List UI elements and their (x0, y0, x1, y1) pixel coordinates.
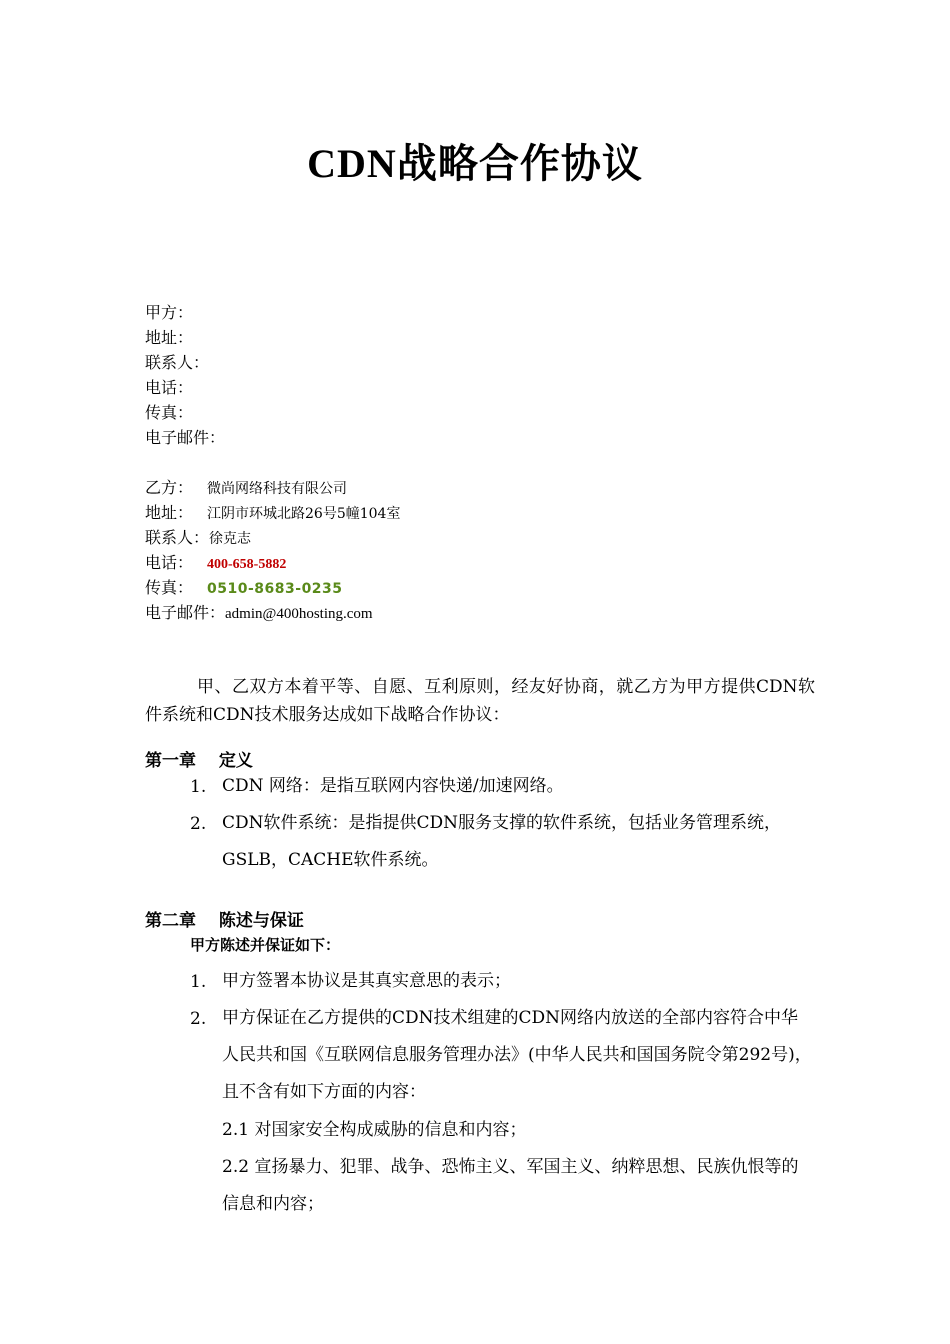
party-b-phone-row (145, 551, 286, 577)
chapter-1-item-2-text: CDN软件系统：是指提供CDN服务支撑的软件系统，包括业务管理系统，GSLB，CACHE软件系统。 (222, 813, 782, 870)
party-b-contact-row (145, 526, 251, 551)
chapter-1-item-1-text: CDN 网络：是指互联网内容快递/加速网络。 (222, 776, 564, 796)
chapter-2-item-1-text: 甲方签署本协议是其真实意思的表示； (222, 971, 511, 991)
party-a-email-label: 电子邮件： (145, 428, 226, 447)
party-b-fax-label: 传真： (145, 578, 194, 597)
party-a-email-row (145, 426, 225, 451)
chapter-2-subitem-2-1: 2.1 对国家安全构成威胁的信息和内容； (222, 1120, 527, 1140)
chapter-1-heading: 第一章 定义 (145, 751, 253, 771)
document-title: CDN战略合作协议 (307, 141, 643, 186)
party-a-fax-label: 传真： (145, 403, 194, 422)
party-a-address-row (145, 326, 193, 351)
party-b-address-value: 江阴市环城北路26号5幢104室 (207, 506, 401, 522)
party-b-email-value: admin@400hosting.com (225, 606, 373, 622)
party-b-name-value: 微尚网络科技有限公司 (207, 481, 348, 497)
party-b-address-row (145, 501, 400, 526)
chapter-1-item-1-number: 1. (190, 777, 207, 797)
party-a-name-label: 甲方： (145, 303, 194, 322)
chapter-2-subheading: 甲方陈述并保证如下： (190, 936, 341, 954)
chapter-2-item-1-number: 1. (190, 972, 207, 992)
party-a-phone-row (145, 376, 193, 401)
chapter-2-heading: 第二章 陈述与保证 (145, 911, 304, 931)
party-b-phone-label: 电话： (145, 553, 194, 572)
party-b-email-row (145, 601, 373, 626)
party-b-fax-value: 0510-8683-0235 (207, 581, 343, 597)
party-b-phone-value: 400-658-5882 (207, 557, 287, 572)
chapter-1-item-2-number: 2. (190, 814, 207, 834)
party-a-address-label: 地址： (145, 328, 194, 347)
chapter-2-item-2-number: 2. (190, 1009, 207, 1029)
party-b-name-label: 乙方： (145, 478, 194, 497)
party-b-fax-row (145, 576, 343, 601)
chapter-2-item-2-text: 甲方保证在乙方提供的CDN技术组建的CDN网络内放送的全部内容符合中华人民共和国《互联网信息服务管理办法》(中华人民共和国国务院令第292号)，且不含有如下方面的内容： (222, 1008, 812, 1102)
party-a-phone-label: 电话： (145, 378, 194, 397)
party-a-fax-row (145, 401, 193, 426)
party-a-name-row (145, 301, 193, 326)
party-a-contact-label: 联系人： (145, 353, 210, 372)
party-b-address-label: 地址： (145, 503, 194, 522)
chapter-2-subitem-2-2: 2.2 宣扬暴力、犯罪、战争、恐怖主义、军国主义、纳粹思想、民族仇恨等的信息和内容； (222, 1157, 799, 1214)
party-b-contact-label: 联系人： (145, 528, 210, 547)
party-b-contact-value: 徐克志 (209, 531, 252, 547)
party-b-email-label: 电子邮件： (145, 603, 226, 622)
party-a-contact-row (145, 351, 209, 376)
party-b-name-row (145, 476, 347, 501)
intro-paragraph: 甲、乙双方本着平等、自愿、互利原则，经友好协商，就乙方为甲方提供CDN软件系统和CDN技术服务达成如下战略合作协议： (145, 677, 815, 725)
